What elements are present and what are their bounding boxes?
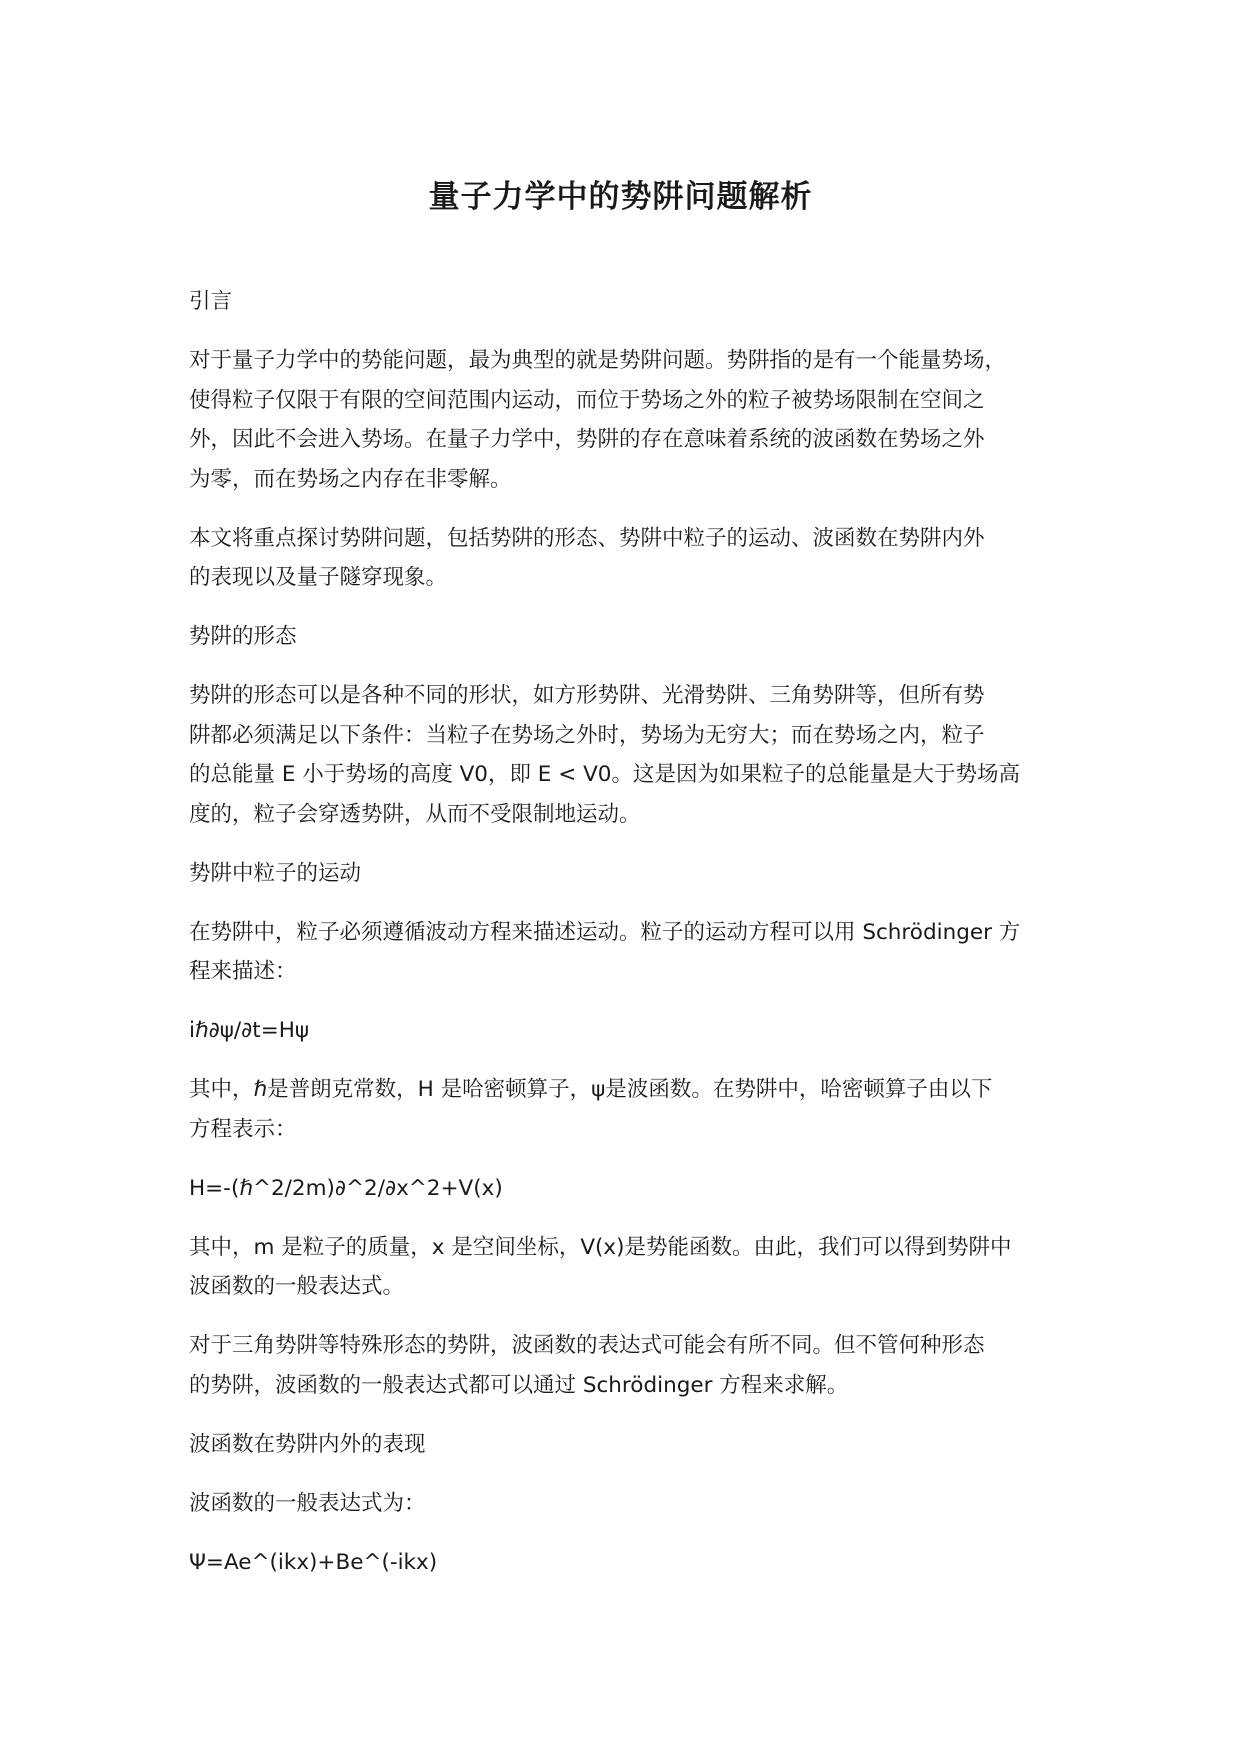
paragraph (189, 913, 1089, 992)
equation-schrodinger (189, 1011, 1089, 1051)
paragraph (189, 519, 1089, 598)
text-line: 为零，而在势场之内存在非零解。 (189, 466, 512, 492)
equation-text: Ψ=Ae^(ikx)+Be^(-ikx) (189, 1549, 438, 1575)
text-line: 势阱中粒子的运动 (189, 860, 362, 886)
equation-hamiltonian (189, 1169, 1089, 1209)
text-line: 波函数的一般表达式。 (189, 1274, 405, 1299)
paragraph (189, 1228, 1089, 1307)
document-title: 量子力学中的势阱问题解析 (428, 179, 813, 215)
text-line: 对于量子力学中的势能问题，最为典型的就是势阱问题。势阱指的是有一个能量势场， (189, 348, 1007, 373)
text-line: 的势阱，波函数的一般表达式都可以通过 Schrödinger 方程来求解。 (189, 1372, 849, 1398)
paragraph (189, 676, 1089, 834)
text-line: 使得粒子仅限于有限的空间范围内运动，而位于势场之外的粒子被势场限制在空间之 (189, 387, 985, 413)
paragraph (189, 341, 1089, 499)
text-line: 引言 (189, 289, 233, 314)
text-line: 对于三角势阱等特殊形态的势阱，波函数的表达式可能会有所不同。但不管何种形态 (189, 1333, 985, 1358)
text-line: 程来描述： (189, 959, 297, 984)
text-line: 度的，粒子会穿透势阱，从而不受限制地运动。 (189, 801, 641, 827)
document-body (189, 282, 1089, 1602)
text-line: 波函数的一般表达式为： (189, 1490, 426, 1516)
text-line: 本文将重点探讨势阱问题，包括势阱的形态、势阱中粒子的运动、波函数在势阱内外 (189, 525, 985, 551)
equation-text: H=-(ℏ^2/2m)∂^2/∂x^2+V(x) (189, 1175, 503, 1201)
equation-text: iℏ∂ψ/∂t=Hψ (189, 1018, 310, 1043)
text-line: 外，因此不会进入势场。在量子力学中，势阱的存在意味着系统的波函数在势场之外 (189, 427, 985, 452)
text-line: 其中，ℏ是普朗克常数，H 是哈密顿算子，ψ是波函数。在势阱中，哈密顿算子由以下 (189, 1077, 993, 1102)
text-line: 势阱的形态可以是各种不同的形状，如方形势阱、光滑势阱、三角势阱等，但所有势 (189, 683, 985, 708)
paragraph (189, 1484, 1089, 1524)
text-line: 在势阱中，粒子必须遵循波动方程来描述运动。粒子的运动方程可以用 Schrödinger 方 (189, 919, 1021, 945)
section-heading-wavefunction (189, 1425, 1089, 1465)
text-line: 的总能量 E 小于势场的高度 V0，即 E < V0。这是因为如果粒子的总能量是大于势场高 (189, 762, 1020, 787)
section-heading-well-shape (189, 617, 1089, 657)
text-line: 势阱的形态 (189, 624, 297, 649)
text-line: 其中，m 是粒子的质量，x 是空间坐标，V(x)是势能函数。由此，我们可以得到势阱中 (189, 1234, 1012, 1260)
equation-wavefunction (189, 1543, 1089, 1583)
section-heading-introduction (189, 282, 1089, 322)
section-heading-particle-motion (189, 854, 1089, 894)
paragraph (189, 1326, 1089, 1405)
text-line: 的表现以及量子隧穿现象。 (189, 565, 448, 590)
text-line: 波函数在势阱内外的表现 (189, 1431, 426, 1457)
text-line: 方程表示： (189, 1116, 297, 1142)
text-line: 阱都必须满足以下条件：当粒子在势场之外时，势场为无穷大；而在势场之内，粒子 (189, 722, 985, 748)
paragraph (189, 1070, 1089, 1149)
